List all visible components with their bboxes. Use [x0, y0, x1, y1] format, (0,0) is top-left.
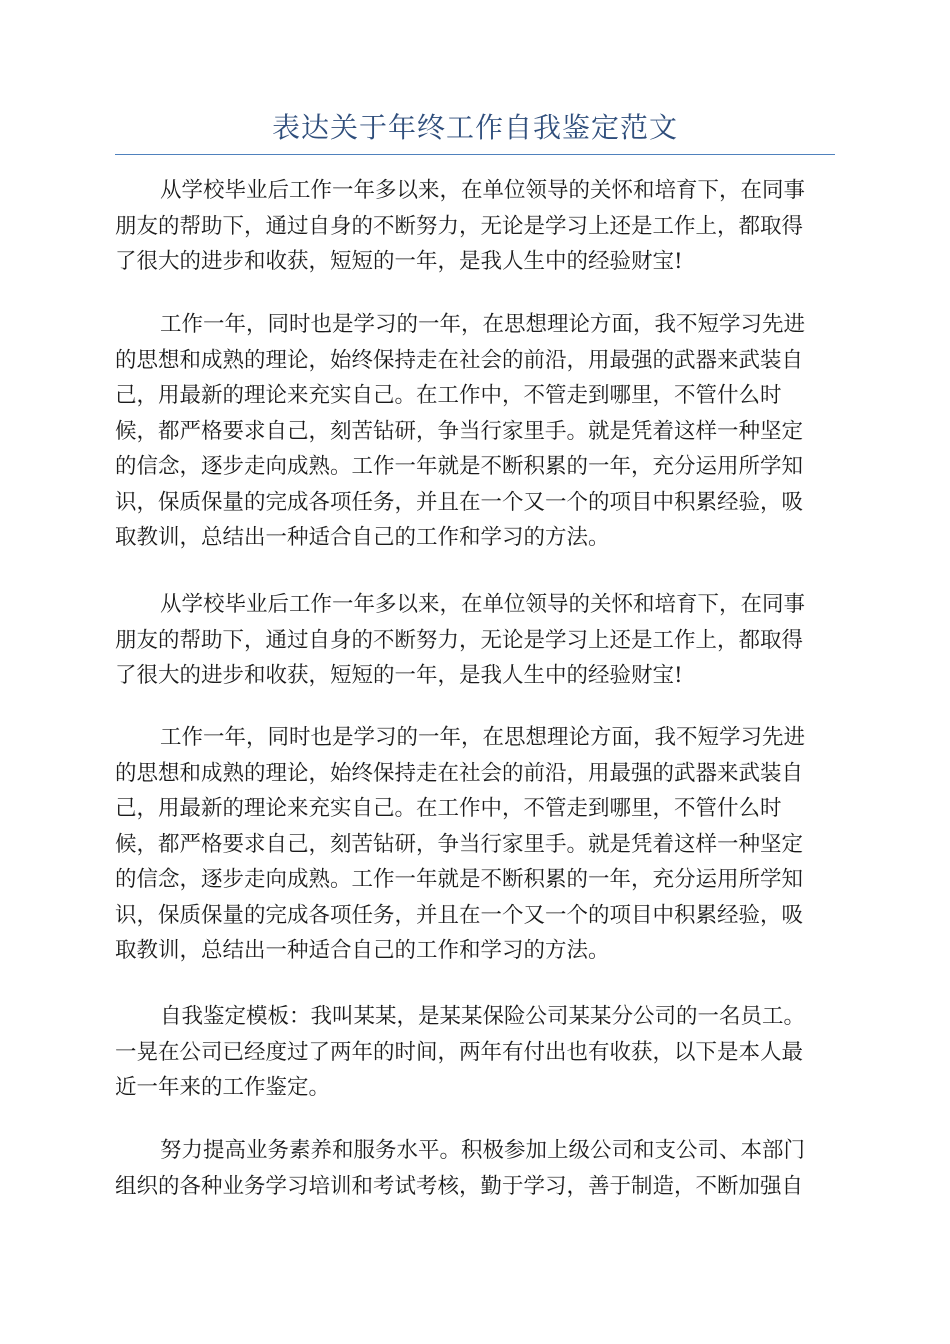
paragraph-line: 候，都严格要求自己，刻苦钻研，争当行家里手。就是凭着这样一种坚定 [115, 418, 804, 444]
paragraph-line: 朋友的帮助下，通过自身的不断努力，无论是学习上还是工作上，都取得 [115, 213, 804, 239]
paragraph-line: 的信念，逐步走向成熟。工作一年就是不断积累的一年，充分运用所学知 [115, 867, 804, 892]
paragraph-line: 己，用最新的理论来充实自己。在工作中，不管走到哪里，不管什么时 [115, 383, 782, 408]
paragraph-line: 识，保质保量的完成各项任务，并且在一个又一个的项目中积累经验，吸 [115, 489, 804, 515]
paragraph-line: 工作一年，同时也是学习的一年，在思想理论方面，我不短学习先进 [160, 312, 806, 337]
paragraph-line: 从学校毕业后工作一年多以来，在单位领导的关怀和培育下，在同事 [160, 592, 806, 617]
paragraph-line: 了很大的进步和收获，短短的一年，是我人生中的经验财宝! [115, 249, 683, 274]
paragraph-line: 组织的各种业务学习培训和考试考核，勤于学习，善于制造，不断加强自 [115, 1173, 804, 1199]
paragraph-line: 了很大的进步和收获，短短的一年，是我人生中的经验财宝! [115, 663, 683, 688]
paragraph-line: 的思想和成熟的理论，始终保持走在社会的前沿，用最强的武器来武装自 [115, 347, 804, 373]
document-title: 表达关于年终工作自我鉴定范文 [271, 111, 678, 144]
paragraph-line: 识，保质保量的完成各项任务，并且在一个又一个的项目中积累经验，吸 [115, 902, 804, 928]
paragraph-4 [115, 720, 833, 969]
paragraph-line: 自我鉴定模板：我叫某某，是某某保险公司某某分公司的一名员工。 [160, 1004, 806, 1029]
paragraph-line: 一晃在公司已经度过了两年的时间，两年有付出也有收获，以下是本人最 [115, 1039, 804, 1065]
paragraph-1 [115, 173, 833, 280]
paragraph-2 [115, 307, 833, 556]
title-underline-rule [115, 154, 835, 155]
paragraph-line: 朋友的帮助下，通过自身的不断努力，无论是学习上还是工作上，都取得 [115, 627, 804, 653]
paragraph-6 [115, 1133, 833, 1204]
paragraph-line: 取教训，总结出一种适合自己的工作和学习的方法。 [115, 525, 610, 550]
paragraph-line: 己，用最新的理论来充实自己。在工作中，不管走到哪里，不管什么时 [115, 796, 782, 821]
paragraph-line: 的信念，逐步走向成熟。工作一年就是不断积累的一年，充分运用所学知 [115, 454, 804, 479]
paragraph-3 [115, 587, 833, 694]
paragraph-line: 的思想和成熟的理论，始终保持走在社会的前沿，用最强的武器来武装自 [115, 760, 804, 786]
paragraph-line: 取教训，总结出一种适合自己的工作和学习的方法。 [115, 938, 610, 963]
paragraph-line: 候，都严格要求自己，刻苦钻研，争当行家里手。就是凭着这样一种坚定 [115, 831, 804, 857]
paragraph-line: 努力提高业务素养和服务水平。积极参加上级公司和支公司、本部门 [160, 1138, 806, 1163]
paragraph-line: 工作一年，同时也是学习的一年，在思想理论方面，我不短学习先进 [160, 725, 806, 750]
paragraph-5 [115, 999, 833, 1106]
paragraph-line: 从学校毕业后工作一年多以来，在单位领导的关怀和培育下，在同事 [160, 178, 806, 203]
paragraph-line: 近一年来的工作鉴定。 [115, 1075, 331, 1100]
